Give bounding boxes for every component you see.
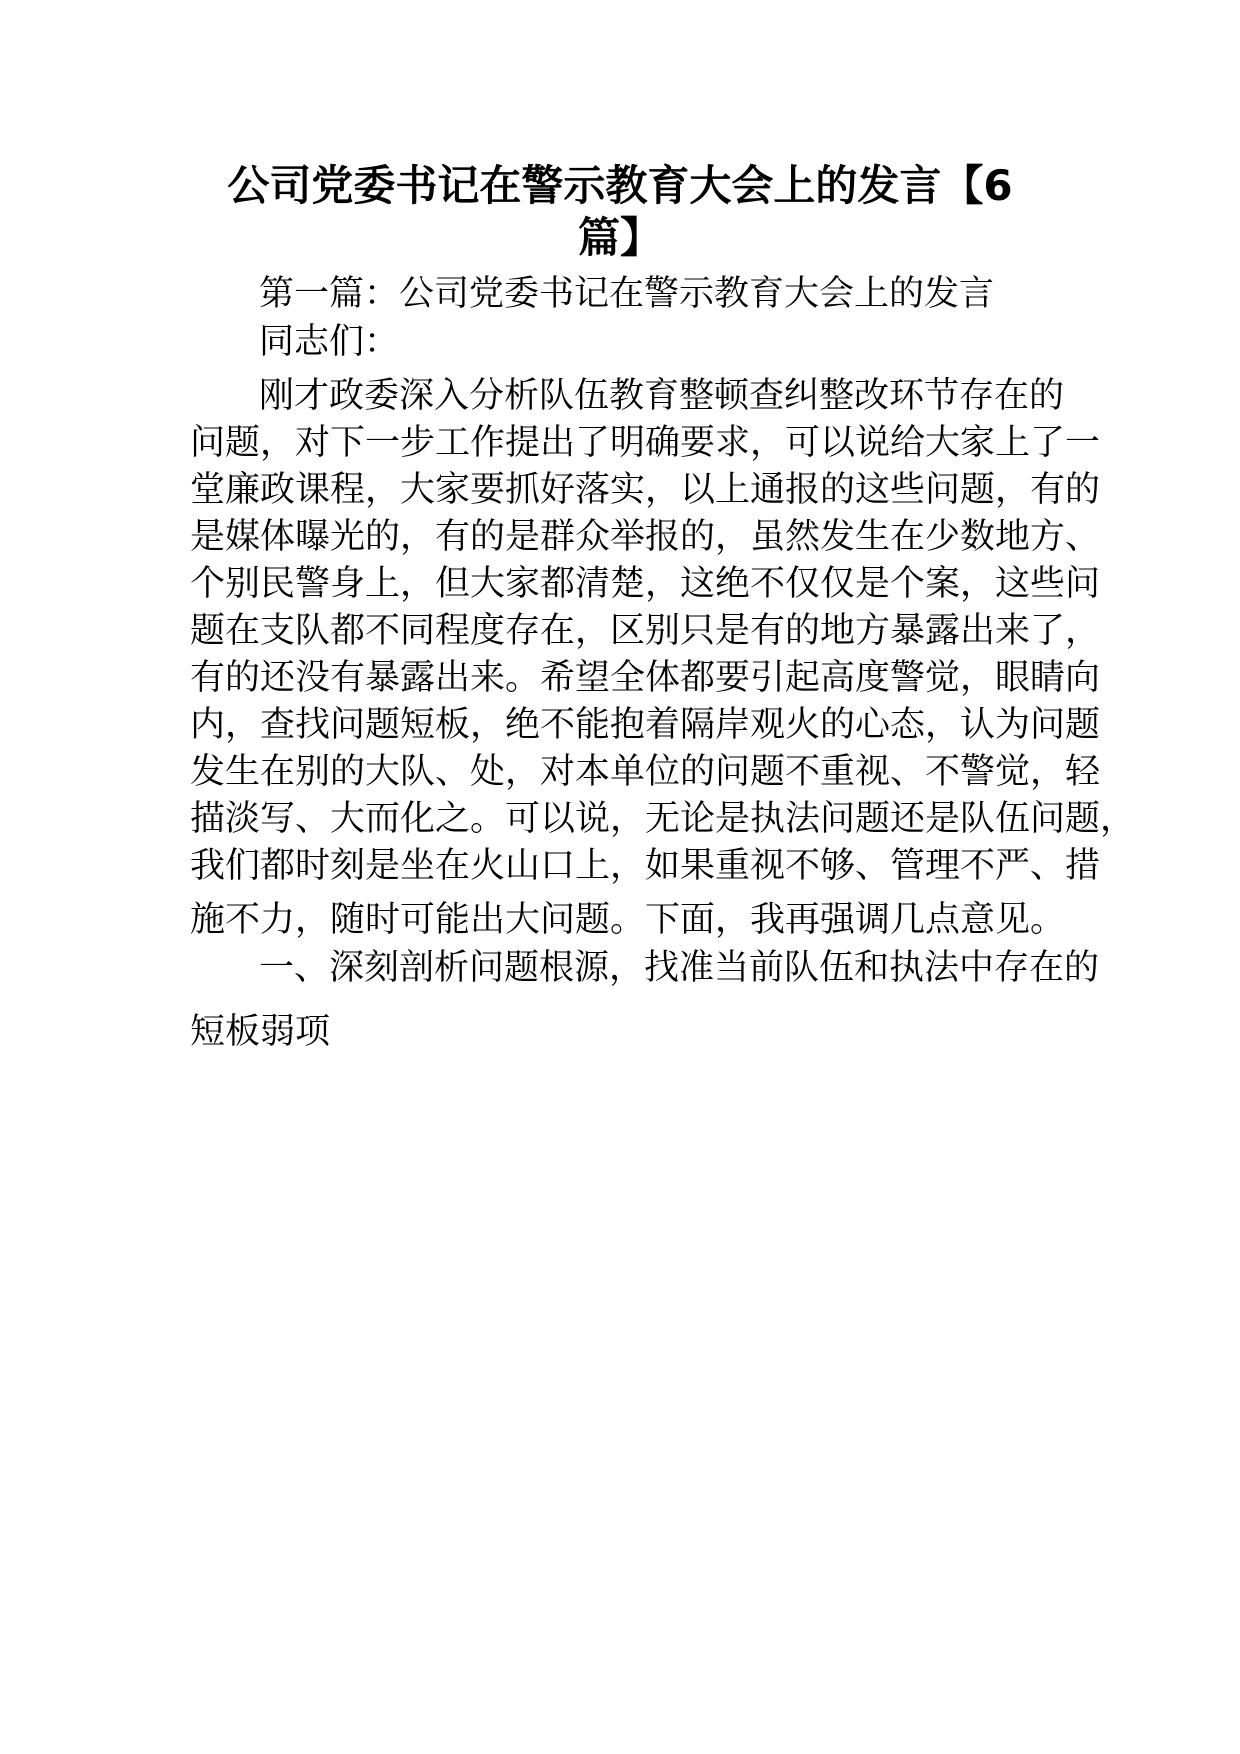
paragraph-line: 问题，对下一步工作提出了明确要求，可以说给大家上了一 [190, 423, 1101, 463]
section-heading: 第一篇：公司党委书记在警示教育大会上的发言 [259, 274, 995, 314]
paragraph-line: 个别民警身上，但大家都清楚，这绝不仅仅是个案，这些问 [190, 564, 1101, 604]
paragraph-line: 我们都时刻是坐在火山口上，如果重视不够、管理不严、措 [190, 846, 1101, 886]
point-heading-line: 一、深刻剖析问题根源，找准当前队伍和执法中存在的 [259, 948, 1100, 988]
paragraph-line: 题在支队都不同程度存在，区别只是有的地方暴露出来了， [190, 611, 1101, 651]
paragraph-line: 刚才政委深入分析队伍教育整顿查纠整改环节存在的 [259, 376, 1065, 416]
salutation: 同志们： [259, 322, 400, 362]
paragraph-line: 发生在别的大队、处，对本单位的问题不重视、不警觉，轻 [190, 752, 1101, 792]
paragraph-line: 施不力，随时可能出大问题。下面，我再强调几点意见。 [190, 900, 1066, 940]
document-title-line-1: 公司党委书记在警示教育大会上的发言【6 [227, 161, 1013, 210]
paragraph-line: 描淡写、大而化之。可以说，无论是执法问题还是队伍问题， [190, 799, 1136, 839]
paragraph-line: 堂廉政课程，大家要抓好落实，以上通报的这些问题，有的 [190, 470, 1101, 510]
paragraph-line: 有的还没有暴露出来。希望全体都要引起高度警觉，眼睛向 [190, 658, 1101, 698]
paragraph-line: 内，查找问题短板，绝不能抱着隔岸观火的心态，认为问题 [190, 705, 1101, 745]
point-heading-line: 短板弱项 [190, 1012, 331, 1052]
paragraph-line: 是媒体曝光的，有的是群众举报的，虽然发生在少数地方、 [190, 517, 1101, 557]
document-title-line-2: 篇】 [577, 213, 662, 262]
